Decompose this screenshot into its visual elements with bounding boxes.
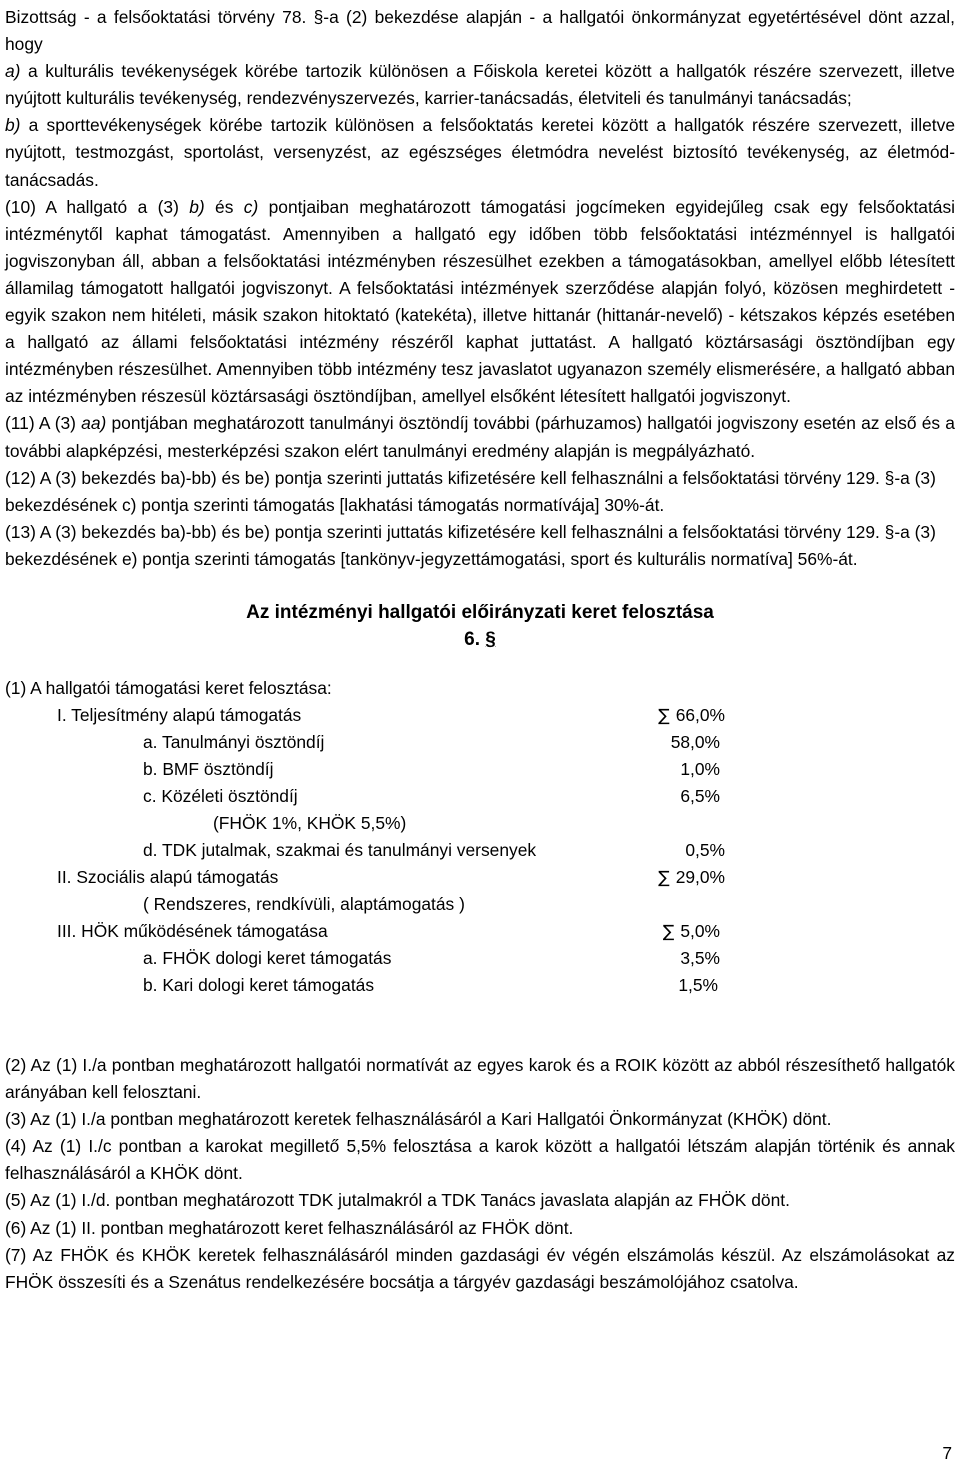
closing-paragraph: (4) Az (1) I./c pontban a karokat megillető 5,5% felosztása a karok között a hallgatói létszám alapján történik és annak felhasználásáról a KHÖK dönt. [5,1136,955,1184]
p10-mid: és [204,196,244,217]
paragraph-10 [5,194,955,411]
allocation-value-text: 6,5% [680,785,720,806]
closing-paragraph: (2) Az (1) I./a pontban meghatározott hallgatói normatívát az egyes karok és a ROIK között az abból részesíthető hallgatók arányában kell felosztani. [5,1054,955,1103]
allocation-value [590,729,720,756]
p11-aa: aa) [81,413,107,434]
p10-start: (10) A hallgató a (3) [5,196,190,217]
sum-symbol: ∑ [658,867,670,888]
allocation-label: ( Rendszeres, rendkívüli, alaptámogatás ) [143,893,465,914]
sum-symbol: ∑ [662,921,675,942]
allocation-row [5,837,955,864]
sum-symbol: ∑ [658,705,670,726]
allocation-value [595,702,725,730]
allocation-value-text: 5,0% [680,920,720,941]
p11-start: (11) A (3) [5,413,82,434]
p11-rest: pontjában meghatározott tanulmányi ösztöndíj további (párhuzamos) hallgatói jogviszony esetén az első és a további alapképzési, mesterképzési szakon elért tanulmányi eredmény alapján is megpályázható. [5,413,955,461]
section-sign: § [485,628,496,650]
allocation-label: III. HÖK működésének támogatása [57,920,328,941]
allocation-value [590,783,720,810]
allocation-row [5,702,955,729]
closing-paragraphs [5,1052,955,1296]
item-a-text: a kulturális tevékenységek körébe tartozik különösen a Főiskola keretei között a hallgatók részére szervezett, illetve nyújtott kulturális tevékenység, rendezvényszervezés, karrier-tanácsadás, életviteli és tanulmányi tanácsadás; [5,61,955,109]
page-number: 7 [942,1443,952,1463]
allocation-row [5,783,955,810]
allocation-row [5,729,955,756]
allocation-value-text: 3,5% [680,947,720,968]
allocation-label: c. Közéleti ösztöndíj [143,785,298,806]
paragraph-11 [5,410,955,464]
allocation-row [5,864,955,891]
allocation-label: I. Teljesítmény alapú támogatás [57,704,302,725]
allocation-label: b. Kari dologi keret támogatás [143,974,375,995]
closing-paragraph: (5) Az (1) I./d. pontban meghatározott TDK jutalmakról a TDK Tanács javaslata alapján az FHÖK dönt. [5,1190,790,1211]
allocation-row [5,918,955,945]
p10-rest: pontjaiban meghatározott támogatási jogcímeken egyidejűleg csak egy felsőoktatási intézménytől kaphat támogatást. Amennyiben a hallgató egy időben több felsőoktatási intézménnyel is hallgatói jogviszonyban áll, abban a felsőoktatási intézményben részesülhet ezekben a támogatásokban, amellyel előbb létesített államilag támogatott hallgatói jogviszonyt. A felsőoktatási intézmények szerződése alapján folyó, közösen meghirdetett - egyik szakon nem hitéleti, másik szakon hitoktató (katekéta), illetve hittanár (hittanár-nevelő) - kétszakos képzés esetében a hallgató az állami felsőoktatási intézmény részéről kaphat juttatást. A hallgató köztársasági ösztöndíjban egy intézményben részesülhet. Amennyiben több intézmény tesz javaslatot ugyanazon személy elismerésére, a hallgató abban az intézményben részesül köztársasági ösztöndíjban, amellyel elsőként létesített hallgatói jogviszonyt. [5,196,956,407]
closing-paragraph: (7) Az FHÖK és KHÖK keretek felhasználásáról minden gazdasági év végén elszámolás készül. Az elszámolásokat az FHÖK összesíti és a Szenátus rendelkezésére bocsátja a tárgyév gazdasági beszámolójához csatolva. [5,1244,955,1292]
allocation-label: a. FHÖK dologi keret támogatás [143,947,392,968]
paragraph-13: (13) A (3) bekezdés ba)-bb) és be) pontja szerinti juttatás kifizetésére kell felhasználni a felsőoktatási törvény 129. §-a (3) bekezdésének e) pontja szerinti támogatás [tankönyv-jegyzettámogatási, sport és kulturális normatíva] 56%-át. [5,521,936,569]
allocation-value-text: 58,0% [670,731,720,752]
allocation-intro [5,675,955,702]
allocation-row [5,972,955,999]
allocation-label: b. BMF ösztöndíj [143,758,274,779]
allocation-value [590,945,720,972]
item-a [5,58,955,112]
document-page [5,4,955,1296]
allocation-label: d. TDK jutalmak, szakmai és tanulmányi versenyek [143,839,537,860]
allocation-row [5,810,955,837]
allocation-value [590,918,720,946]
section-number-text: 6. [464,628,486,650]
closing-paragraph: (6) Az (1) II. pontban meghatározott keret felhasználásáról az FHÖK dönt. [5,1217,574,1238]
allocation-label: II. Szociális alapú támogatás [57,866,279,887]
allocation-row [5,891,955,918]
allocation-value-text: 29,0% [675,866,725,887]
allocation-row [5,756,955,783]
allocation-value [590,756,720,783]
allocation-value-text: 0,5% [685,839,725,860]
allocation-value-text: 66,0% [675,704,725,725]
intro-paragraph: Bizottság - a felsőoktatási törvény 78. §-a (2) bekezdése alapján - a hallgatói önkormányzat egyetértésével dönt azzal, hogy [5,7,955,55]
closing-paragraph: (3) Az (1) I./a pontban meghatározott keretek felhasználásáról a Kari Hallgatói Önkormányzat (KHÖK) dönt. [5,1109,832,1130]
paragraph-12: (12) A (3) bekezdés ba)-bb) és be) pontja szerinti juttatás kifizetésére kell felhasználni a felsőoktatási törvény 129. §-a (3) bekezdésének c) pontja szerinti támogatás [lakhatási támogatás normatívája] 30%-át. [5,467,936,515]
p10-c: c) [243,196,259,217]
allocation-value-text: 1,5% [678,974,718,995]
section-number [5,626,955,653]
p10-b: b) [189,196,205,217]
item-b-text: a sporttevékenységek körébe tartozik különösen a felsőoktatás keretei között a hallgatók részére szervezett, illetve nyújtott, testmozgást, sportolást, versenyzést, az egészséges életmódra nevelést biztosító tevékenység, az életmód-tanácsadás. [5,115,955,190]
allocation-value [595,837,725,864]
allocation-row [5,945,955,972]
item-b [5,112,955,193]
allocation-value-text: 1,0% [680,758,720,779]
allocation-label: (FHÖK 1%, KHÖK 5,5%) [213,812,407,833]
item-a-label: a) [5,61,21,82]
section-heading: Az intézményi hallgatói előirányzati keret felosztása [246,601,714,623]
allocation-value [588,972,718,999]
allocation-intro-text: (1) A hallgatói támogatási keret felosztása: [5,677,332,698]
item-b-label: b) [5,115,21,136]
allocation-table [5,675,955,1028]
allocation-value [595,864,725,892]
allocation-label: a. Tanulmányi ösztöndíj [143,731,325,752]
